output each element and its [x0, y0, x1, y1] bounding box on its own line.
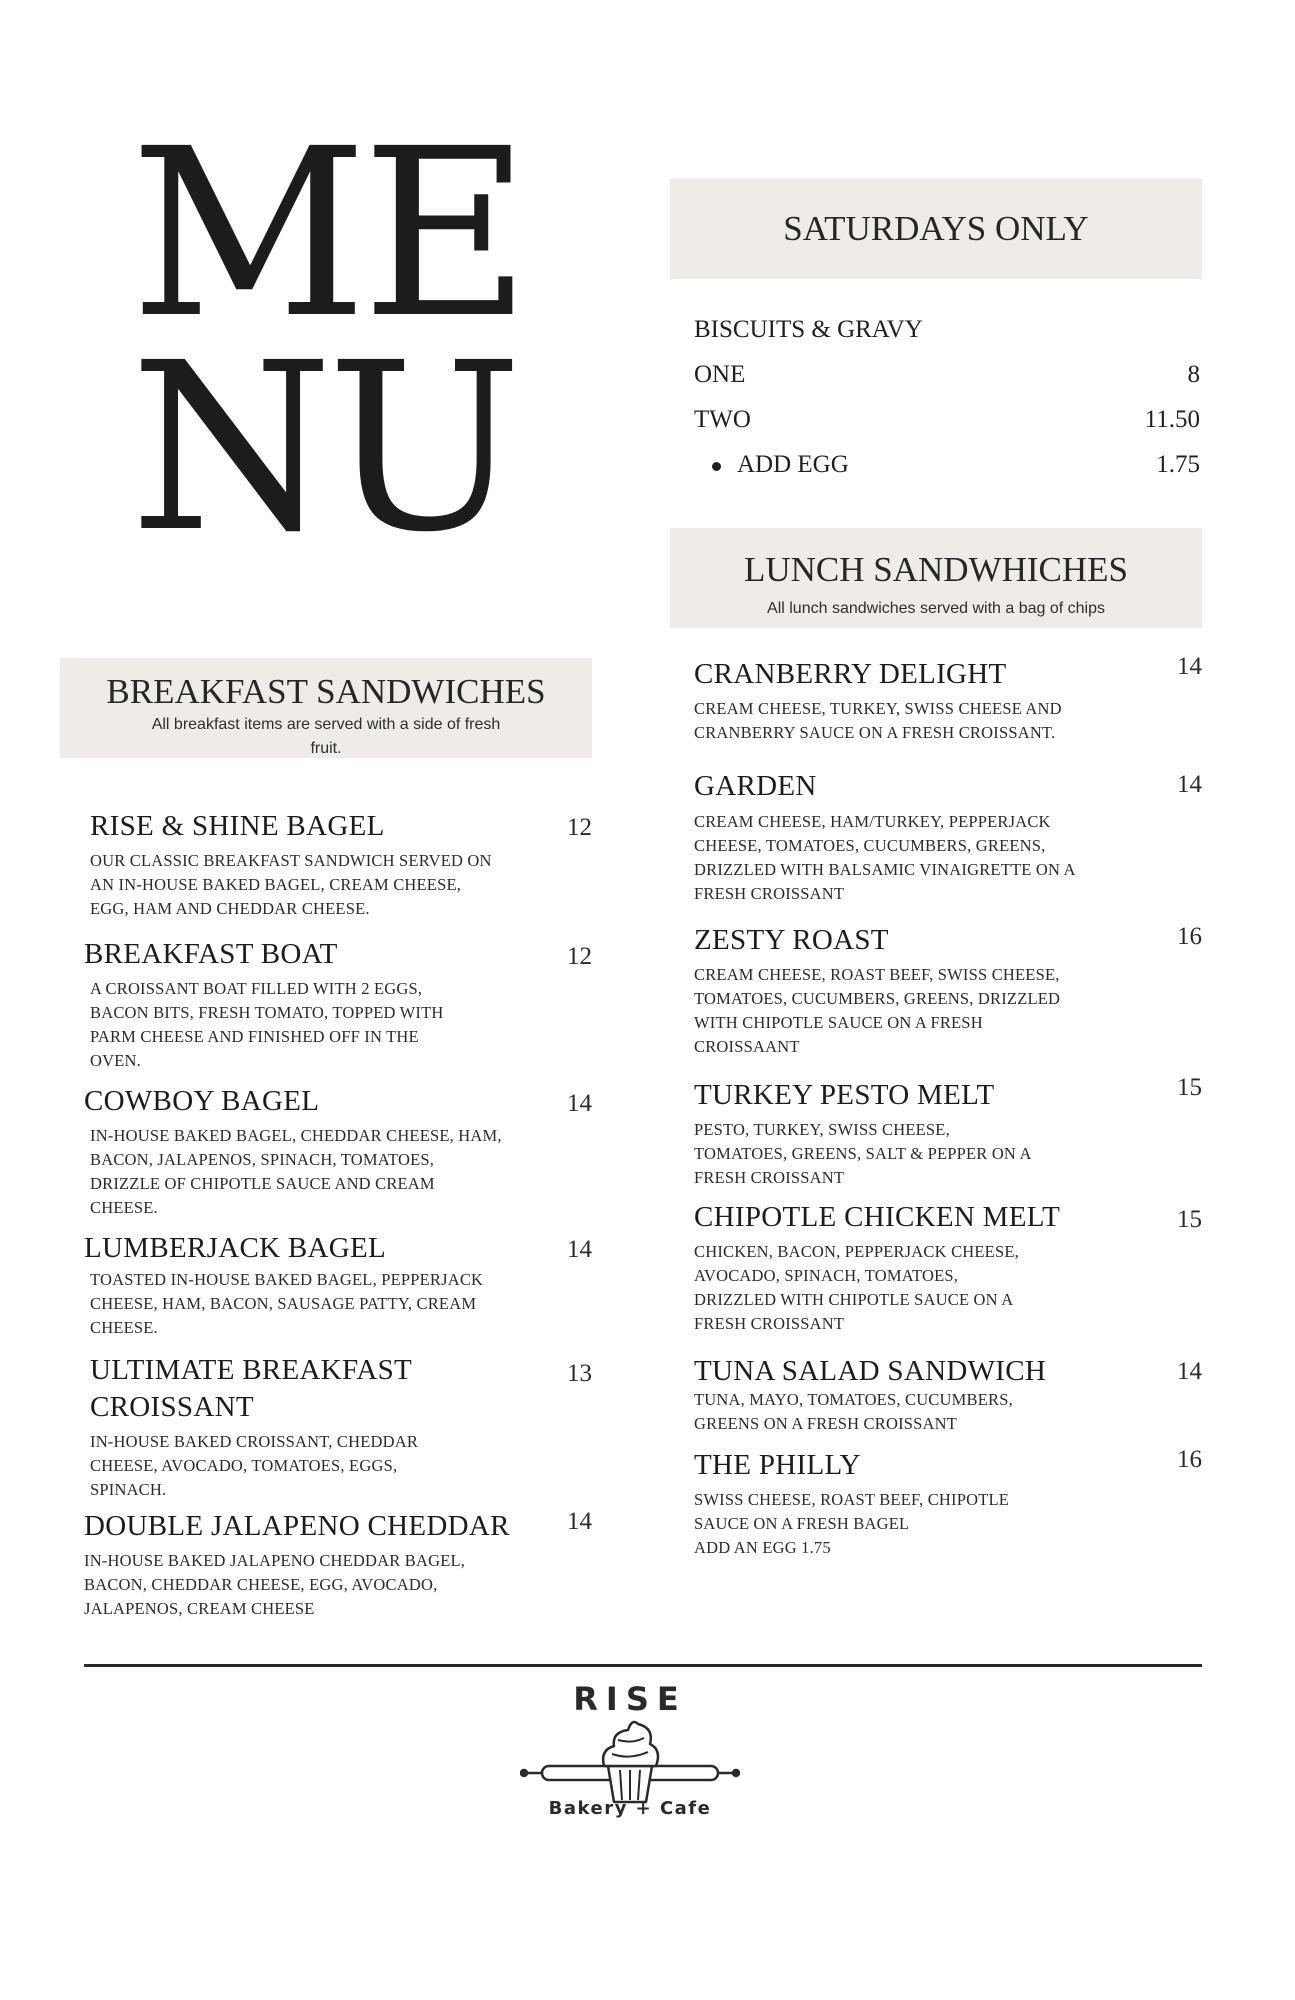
menu-heading-line2: NU — [130, 313, 517, 583]
rise-logo — [520, 1680, 740, 1830]
lunch-band — [670, 528, 1202, 628]
breakfast-item-desc: TOASTED IN-HOUSE BAKED BAGEL, PEPPERJACK CHEESE, HAM, BACON, SAUSAGE PATTY, CREAM CHEESE. — [90, 1270, 484, 1337]
breakfast-item-desc: IN-HOUSE BAKED CROISSANT, CHEDDAR CHEESE, AVOCADO, TOMATOES, EGGS, SPINACH. — [90, 1432, 419, 1499]
lunch-item-desc: CREAM CHEESE, ROAST BEEF, SWISS CHEESE, TOMATOES, CUCUMBERS, GREENS, DRIZZLED WITH CHIPOTLE SAUCE ON A FRESH CROISSAANT — [694, 965, 1061, 1056]
breakfast-item-name: COWBOY BAGEL — [84, 1085, 320, 1117]
breakfast-note: All breakfast items are served with a side of fresh fruit. — [151, 716, 501, 757]
breakfast-item-price: 14 — [567, 1090, 592, 1117]
saturdays-row-price: 8 — [1187, 361, 1200, 388]
lunch-item-price: 15 — [1177, 1206, 1202, 1233]
lunch-item-price: 15 — [1177, 1074, 1202, 1101]
breakfast-item-price: 12 — [567, 943, 592, 970]
menu-heading-line1: ME — [130, 99, 525, 369]
breakfast-item-desc: A CROISSANT BOAT FILLED WITH 2 EGGS, BACON BITS, FRESH TOMATO, TOPPED WITH PARM CHEESE AND FINISHED OFF IN THE OVEN. — [90, 979, 444, 1070]
lunch-item-price: 14 — [1177, 653, 1202, 680]
breakfast-item-desc: IN-HOUSE BAKED BAGEL, CHEDDAR CHEESE, HAM, BACON, JALAPENOS, SPINACH, TOMATOES, DRIZZLE OF CHIPOTLE SAUCE AND CREAM CHEESE. — [90, 1126, 502, 1217]
lunch-item-name: CHIPOTLE CHICKEN MELT — [694, 1201, 1061, 1233]
lunch-item-desc: CREAM CHEESE, TURKEY, SWISS CHEESE AND CRANBERRY SAUCE ON A FRESH CROISSANT. — [694, 699, 1062, 742]
breakfast-item-desc: OUR CLASSIC BREAKFAST SANDWICH SERVED ON AN IN-HOUSE BAKED BAGEL, CREAM CHEESE, EGG, HAM AND CHEDDAR CHEESE. — [90, 851, 492, 918]
lunch-item-price: 16 — [1177, 923, 1202, 950]
lunch-item-desc: CHICKEN, BACON, PEPPERJACK CHEESE, AVOCADO, SPINACH, TOMATOES, DRIZZLED WITH CHIPOTLE SAUCE ON A FRESH CROISSANT — [694, 1242, 1019, 1333]
lunch-title: LUNCH SANDWHICHES — [743, 550, 1129, 589]
logo-name: RISE — [573, 1680, 687, 1718]
breakfast-band — [60, 658, 592, 758]
saturdays-row-label: ONE — [694, 361, 746, 388]
breakfast-item-name: RISE & SHINE BAGEL — [90, 810, 385, 842]
saturdays-band — [670, 179, 1202, 279]
breakfast-title: BREAKFAST SANDWICHES — [106, 672, 546, 711]
saturdays-item-name: BISCUITS & GRAVY — [694, 316, 923, 343]
lunch-item-price: 14 — [1177, 1358, 1202, 1385]
lunch-item-desc: CREAM CHEESE, HAM/TURKEY, PEPPERJACK CHEESE, TOMATOES, CUCUMBERS, GREENS, DRIZZLED WITH BALSAMIC VINAIGRETTE ON A FRESH CROISSANT — [694, 812, 1076, 903]
lunch-item-price: 16 — [1177, 1446, 1202, 1473]
lunch-item-name: ZESTY ROAST — [694, 924, 889, 956]
lunch-item-price: 14 — [1177, 771, 1202, 798]
footer-divider — [84, 1664, 1202, 1667]
breakfast-item-name: ULTIMATE BREAKFAST CROISSANT — [90, 1354, 413, 1423]
lunch-item-desc: PESTO, TURKEY, SWISS CHEESE, TOMATOES, GREENS, SALT & PEPPER ON A FRESH CROISSANT — [694, 1120, 1032, 1187]
breakfast-item-desc: IN-HOUSE BAKED JALAPENO CHEDDAR BAGEL, BACON, CHEDDAR CHEESE, EGG, AVOCADO, JALAPENOS, CREAM CHEESE — [84, 1551, 466, 1618]
logo-tagline: Bakery + Cafe — [548, 1798, 712, 1819]
breakfast-item-name: LUMBERJACK BAGEL — [84, 1232, 387, 1264]
breakfast-item-price: 14 — [567, 1508, 592, 1535]
saturdays-row-price: 1.75 — [1156, 451, 1200, 478]
lunch-item-name: TUNA SALAD SANDWICH — [694, 1355, 1047, 1387]
breakfast-item-name: DOUBLE JALAPENO CHEDDAR — [84, 1510, 510, 1542]
lunch-item-name: GARDEN — [694, 770, 817, 802]
bullet-icon — [712, 462, 721, 471]
lunch-item-name: CRANBERRY DELIGHT — [694, 658, 1007, 690]
breakfast-item-price: 13 — [567, 1360, 592, 1387]
saturdays-title: SATURDAYS ONLY — [783, 209, 1089, 248]
breakfast-item-name: BREAKFAST BOAT — [84, 938, 338, 970]
lunch-item-name: THE PHILLY — [694, 1449, 861, 1481]
breakfast-item-price: 12 — [567, 814, 592, 841]
lunch-item-desc: TUNA, MAYO, TOMATOES, CUCUMBERS, GREENS ON A FRESH CROISSANT — [694, 1390, 1013, 1433]
saturdays-row-label: ADD EGG — [737, 451, 849, 478]
saturdays-row-label: TWO — [694, 406, 751, 433]
lunch-note: All lunch sandwiches served with a bag of chips — [767, 600, 1105, 617]
saturdays-row-price: 11.50 — [1144, 406, 1200, 433]
lunch-item-desc: SWISS CHEESE, ROAST BEEF, CHIPOTLE SAUCE ON A FRESH BAGEL ADD AN EGG 1.75 — [694, 1490, 1010, 1557]
breakfast-item-price: 14 — [567, 1236, 592, 1263]
lunch-item-name: TURKEY PESTO MELT — [694, 1079, 995, 1111]
